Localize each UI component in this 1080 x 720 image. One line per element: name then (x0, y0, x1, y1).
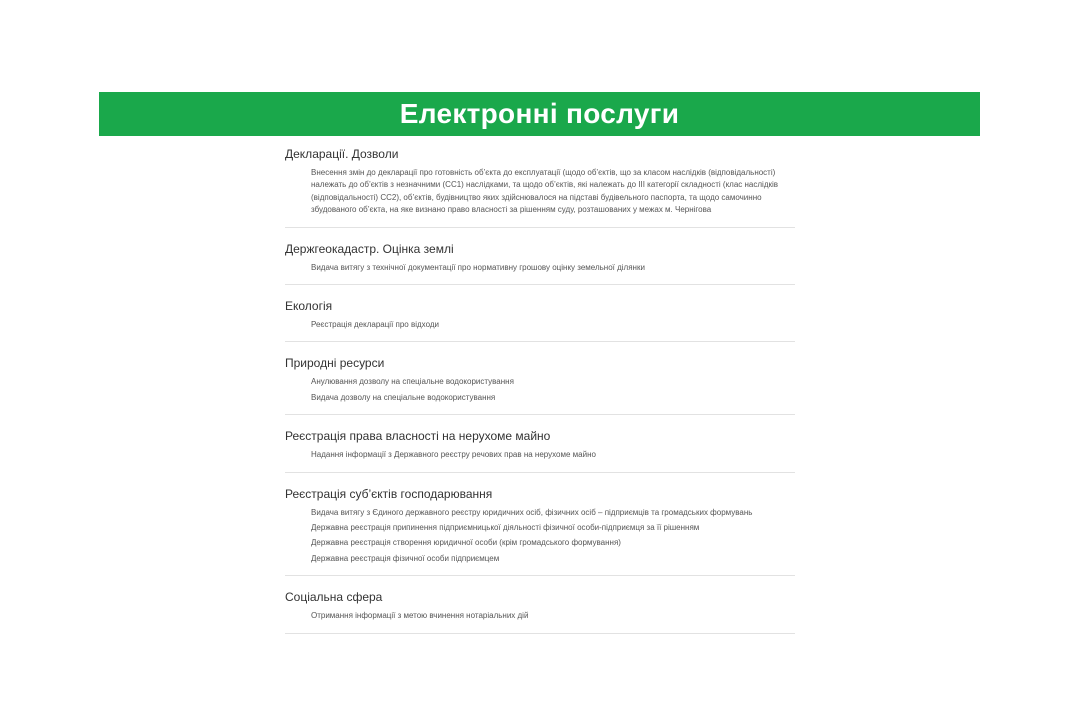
service-link[interactable]: Державна реєстрація фізичної особи підприємцем (311, 553, 500, 563)
category-title: Держгеокадастр. Оцінка землі (285, 241, 454, 256)
category-title: Екологія (285, 299, 333, 314)
service-list (285, 319, 795, 331)
service-link[interactable]: Видача витягу з технічної документації про нормативну грошову оцінку земельної ділянки (311, 262, 645, 272)
category-ecology (285, 298, 795, 342)
service-link[interactable]: Видача витягу з Єдиного державного реєстру юридичних осіб, фізичних осіб – підприємців та громадських формувань (311, 507, 753, 517)
category-land-valuation (285, 241, 795, 285)
service-link[interactable]: Державна реєстрація створення юридичної особи (крім громадського формування) (311, 538, 621, 548)
services-list (285, 146, 795, 647)
category-title: Природні ресурси (285, 356, 385, 371)
service-link[interactable]: Отримання інформації з метою вчинення нотаріальних дій (311, 611, 529, 621)
service-list (285, 376, 795, 404)
service-link[interactable]: Надання інформації з Державного реєстру речових прав на нерухоме майно (311, 450, 596, 460)
service-list (285, 167, 795, 217)
service-link[interactable]: Реєстрація декларації про відходи (311, 320, 439, 330)
service-list (285, 610, 795, 622)
category-business-registration (285, 486, 795, 577)
category-property-registration (285, 428, 795, 472)
category-title: Реєстрація права власності на нерухоме майно (285, 429, 551, 444)
service-list (285, 449, 795, 461)
category-title: Реєстрація суб’єктів господарювання (285, 486, 493, 501)
page-title: Електронні послуги (399, 98, 680, 129)
service-list (285, 507, 795, 566)
category-title: Соціальна сфера (285, 590, 383, 605)
category-social-sphere (285, 589, 795, 633)
header-banner (99, 92, 980, 136)
service-link[interactable]: Анулювання дозволу на спеціальне водокористування (311, 377, 514, 387)
service-link[interactable]: Державна реєстрація припинення підприємницької діяльності фізичної особи-підприємця за її рішенням (311, 523, 700, 533)
category-declarations (285, 146, 795, 228)
category-natural-resources (285, 355, 795, 415)
service-link[interactable]: Внесення змін до декларації про готовність об’єкта до експлуатації (щодо об’єктів, що за класом наслідків (відповідальності) належать до об’єктів з незначними (СС1) наслідками, та щодо об’єктів, які належать до III категорії складності (клас наслідків (відповідальності) СС2), об’єктів, будівництво яких здійснювалося на підставі будівельного паспорта, та щодо самочинно збудованого об’єкта, на яке визнано право власності за рішенням суду, розташованих у межах м. Чернігова (311, 168, 779, 215)
category-title: Декларації. Дозволи (285, 147, 399, 161)
service-list (285, 262, 795, 274)
service-link[interactable]: Видача дозволу на спеціальне водокористування (311, 392, 496, 402)
